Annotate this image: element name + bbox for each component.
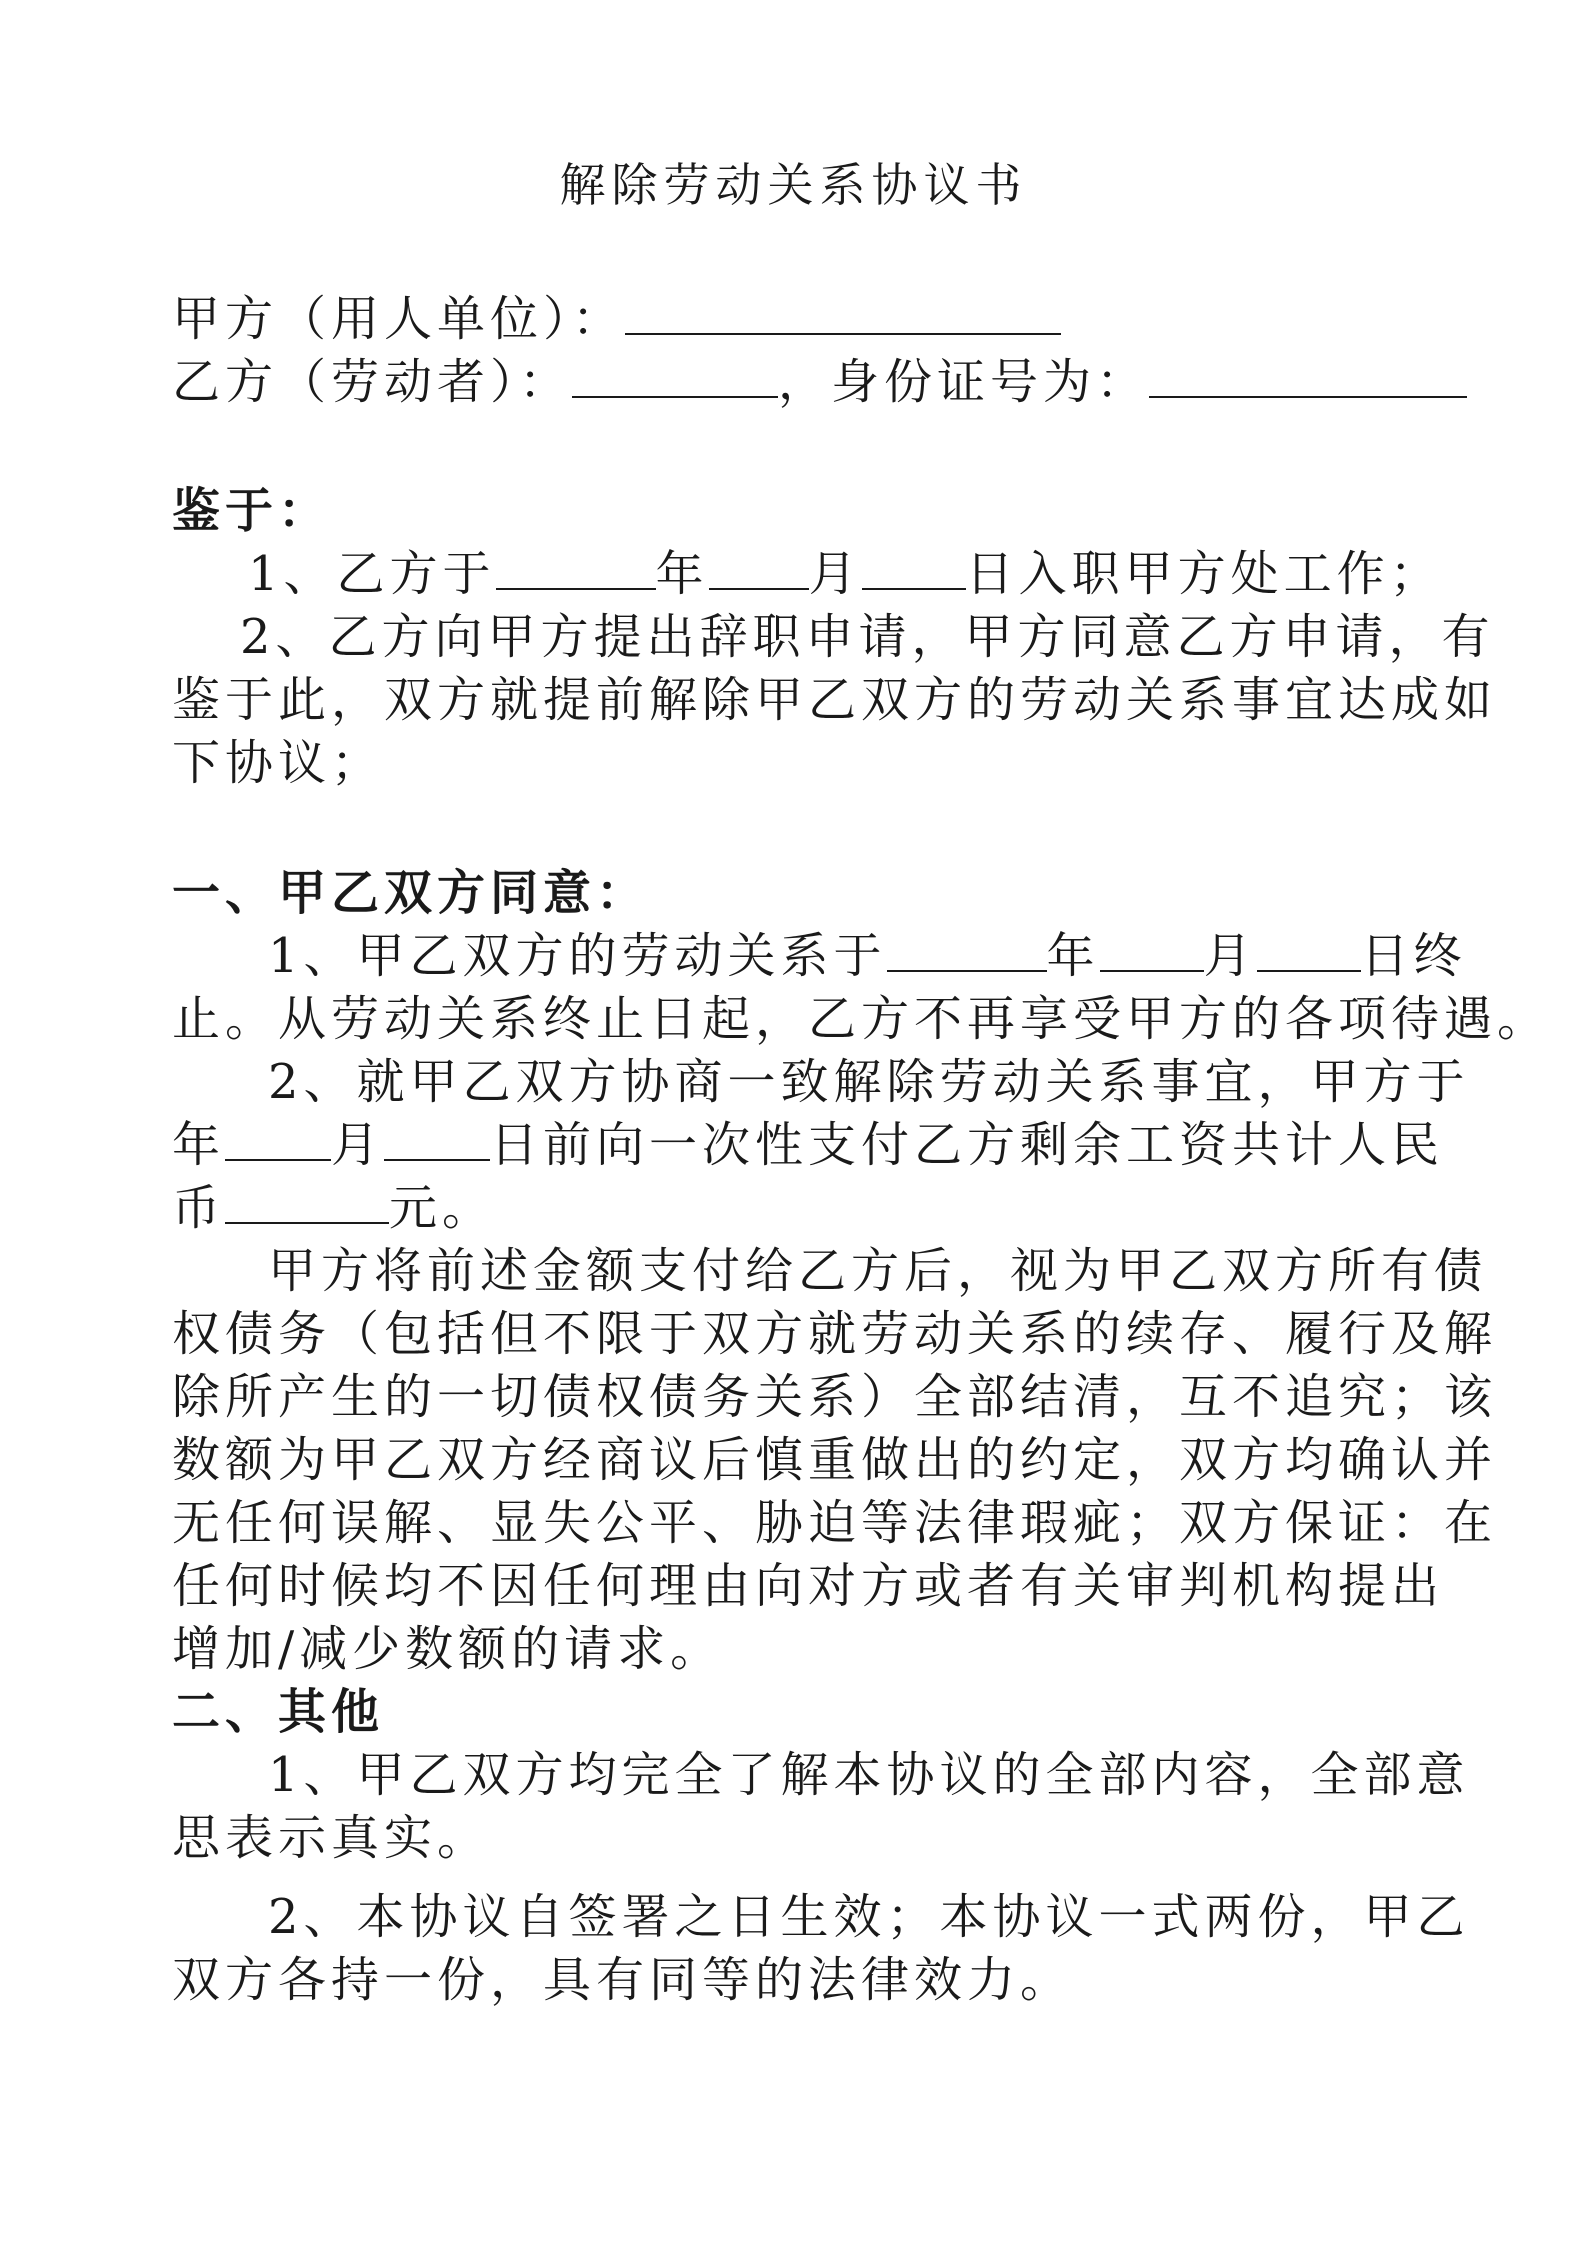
section-1-item-1-line1 [268,923,1528,989]
party-b-name-blank[interactable] [572,352,778,398]
section-1-heading: 一、甲乙双方同意： [172,865,650,921]
party-b-label: 乙方（劳动者）： [172,354,573,410]
s1-item2-unit: 元。 [389,1180,496,1236]
section-2-item-2-line2: 双方各持一份，具有同等的法律效力。 [172,1952,1074,2008]
section-2-heading: 二、其他 [172,1684,385,1740]
whereas-heading: 鉴于： [172,483,332,539]
payment-month-blank[interactable] [225,1115,331,1161]
section-2-item-2-line1: 2、本协议自签署之日生效；本协议一式两份，甲乙 [268,1889,1470,1945]
termination-day-blank[interactable] [1257,926,1361,972]
section-2-item-1-line1: 1、甲乙双方均完全了解本协议的全部内容，全部意 [268,1747,1470,1803]
section-2-item-1-line2: 思表示真实。 [172,1810,491,1866]
whereas-item-2-line2: 鉴于此，双方就提前解除甲乙双方的劳动关系事宜达成如 [172,672,1498,728]
party-a-line [172,286,1432,352]
section-1-item-2-line3 [172,1175,1432,1241]
s1-item2-currency: 币 [172,1180,226,1236]
entry-day-blank[interactable] [862,544,966,590]
whereas-1-year-label: 年 [655,546,709,602]
id-number-label: ，身份证号为： [778,354,1150,410]
settlement-paragraph-line5: 无任何误解、显失公平、胁迫等法律瑕疵；双方保证：在 [172,1495,1498,1551]
party-b-line [172,349,1432,415]
party-a-label: 甲方（用人单位）： [172,291,626,347]
whereas-1-text: 1、乙方于 [248,546,496,602]
s1-item2-year-label: 年 [172,1117,226,1173]
s1-item2-rest: 日前向一次性支付乙方剩余工资共计人民 [490,1117,1445,1173]
settlement-paragraph-line7: 增加/减少数额的请求。 [172,1621,724,1677]
settlement-paragraph-line3: 除所产生的一切债权债务关系）全部结清，互不追究；该 [172,1369,1498,1425]
termination-year-blank[interactable] [887,926,1047,972]
section-1-item-1-line2: 止。从劳动关系终止日起，乙方不再享受甲方的各项待遇。 [172,991,1551,1047]
party-a-name-blank[interactable] [625,289,1061,335]
section-1-item-2-line2 [172,1112,1445,1178]
settlement-paragraph-line6: 任何时候均不因任何理由向对方或者有关审判机构提出 [172,1558,1445,1614]
s1-item1-year-label: 年 [1046,928,1100,984]
s1-item2-month-label: 月 [331,1117,385,1173]
payment-amount-blank[interactable] [225,1178,389,1224]
whereas-item-2-line3: 下协议； [172,735,385,791]
section-1-item-2-line1: 2、就甲乙双方协商一致解除劳动关系事宜，甲方于 [268,1054,1470,1110]
document-title: 解除劳动关系协议书 [559,158,1028,212]
termination-month-blank[interactable] [1100,926,1204,972]
whereas-1-month-label: 月 [808,546,862,602]
s1-item1-text: 1、甲乙双方的劳动关系于 [268,928,887,984]
payment-day-blank[interactable] [384,1115,490,1161]
whereas-1-day-label: 日入职甲方处工作； [965,546,1443,602]
settlement-paragraph-line4: 数额为甲乙双方经商议后慎重做出的约定，双方均确认并 [172,1432,1498,1488]
settlement-paragraph-line2: 权债务（包括但不限于双方就劳动关系的续存、履行及解 [172,1306,1498,1362]
entry-year-blank[interactable] [496,544,656,590]
s1-item1-day-label: 日终 [1360,928,1467,984]
s1-item1-month-label: 月 [1203,928,1257,984]
entry-month-blank[interactable] [709,544,809,590]
whereas-item-2-line1: 2、乙方向甲方提出辞职申请，甲方同意乙方申请，有 [240,609,1495,665]
settlement-paragraph-line1: 甲方将前述金额支付给乙方后，视为甲乙双方所有债 [268,1243,1488,1299]
id-number-blank[interactable] [1149,352,1467,398]
whereas-item-1 [248,541,1508,607]
